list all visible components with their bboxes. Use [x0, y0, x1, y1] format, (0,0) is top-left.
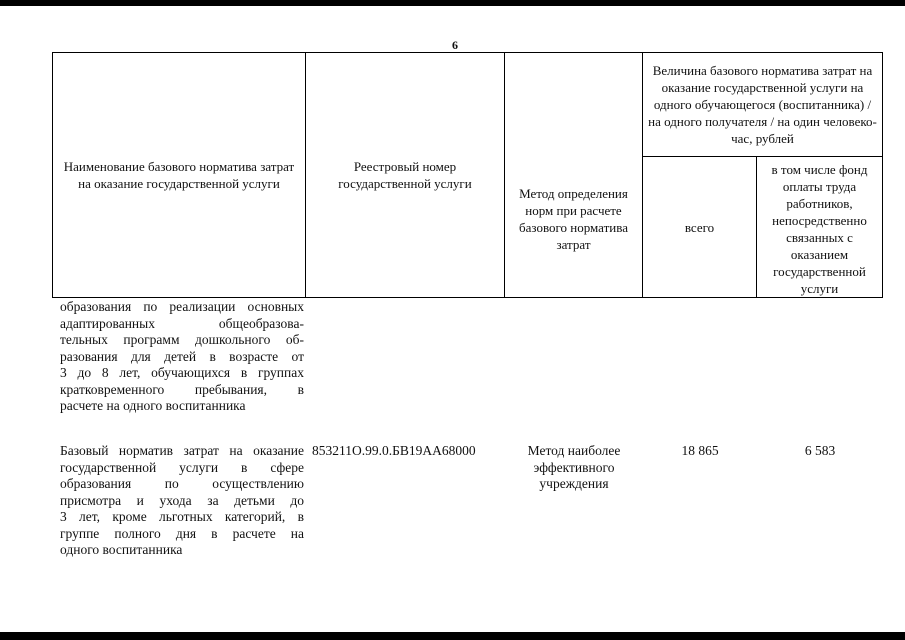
header-name-column: Наименование базового норматива затрат на оказание государственной услуги	[53, 53, 306, 298]
header-value-column: Величина базового норматива затрат на оказание государственной услуги на одного обучающегося (воспитанника) / на одного получателя / на один человеко-час, рублей	[643, 53, 883, 157]
scan-top-border	[0, 0, 905, 6]
row-main-registry: 853211О.99.0.БВ19АА68000	[312, 443, 476, 458]
scan-bottom-border	[0, 632, 905, 640]
header-method-column: Метод определения норм при расчете базового норматива затрат	[505, 53, 643, 298]
row-main-total: 18 865	[681, 443, 719, 458]
header-registry-column: Реестровый номер государственной услуги	[306, 53, 505, 298]
row-continued-text: образования по реализации основных адаптированных общеобразова- тельных программ дошкольного об- разования для детей в возрасте от 3 до 8 лет, обучающихся в группах кратковременного пребывания, в расчете на одного воспитанника	[60, 299, 304, 413]
row-main-labor: 6 583	[804, 443, 836, 458]
page-number: 6	[452, 38, 458, 52]
header-total-subcolumn: всего	[643, 157, 757, 298]
header-table	[52, 52, 883, 298]
row-main-name: Базовый норматив затрат на оказание государственной услуги в сфере образования по осуществлению присмотра и ухода за детьми до 3 лет, кроме льготных категорий, в группе полного дня в расчете на одного воспитанника	[60, 443, 304, 557]
header-labor-subcolumn: в том числе фонд оплаты труда работников, непосредственно связанных с оказанием государственной услуги	[757, 157, 883, 298]
row-main-method: Метод наиболее эффективного учреждения	[527, 443, 621, 491]
